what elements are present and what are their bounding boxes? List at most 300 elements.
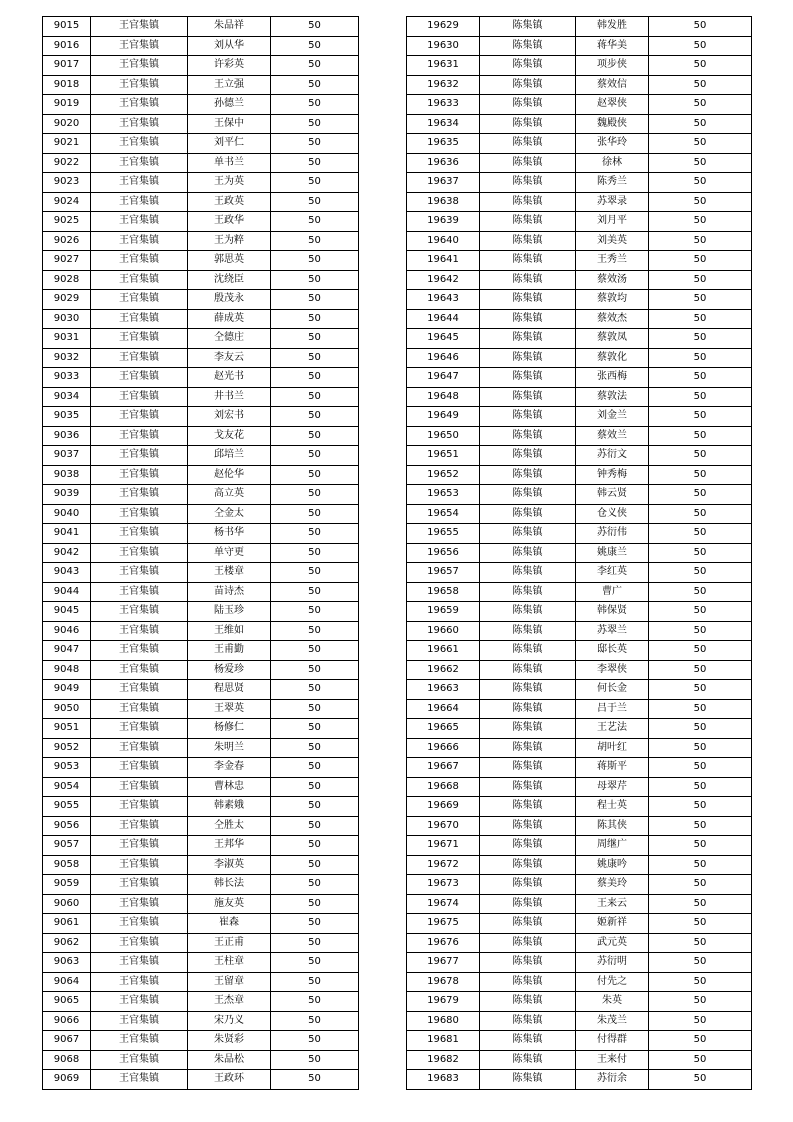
table-row [43,231,359,251]
name-cell: 蔡敦法 [576,387,649,407]
amount-cell: 50 [271,426,359,446]
town-cell: 陈集镇 [480,816,576,836]
amount-cell: 50 [649,329,752,349]
name-cell: 苏衍余 [576,1070,649,1090]
serial-number-cell: 9067 [43,1031,91,1051]
amount-cell: 50 [649,95,752,115]
serial-number-cell: 9062 [43,933,91,953]
amount-cell: 50 [649,153,752,173]
table-row [43,75,359,95]
name-cell: 仓义侠 [576,504,649,524]
town-cell: 陈集镇 [480,524,576,544]
name-cell: 钟秀梅 [576,465,649,485]
table-row [43,348,359,368]
serial-number-cell: 19657 [407,563,480,583]
serial-number-cell: 19663 [407,680,480,700]
table-row [43,777,359,797]
amount-cell: 50 [271,114,359,134]
table-row [407,582,752,602]
table-row [43,836,359,856]
name-cell: 许彩英 [188,56,271,76]
table-row [407,446,752,466]
serial-number-cell: 9046 [43,621,91,641]
table-row [43,329,359,349]
table-row [43,153,359,173]
name-cell: 王楼章 [188,563,271,583]
amount-cell: 50 [271,134,359,154]
table-row [43,972,359,992]
name-cell: 王杰章 [188,992,271,1012]
roster-table-left-body [43,17,359,1090]
name-cell: 母翠芹 [576,777,649,797]
town-cell: 王官集镇 [91,504,188,524]
table-row [407,855,752,875]
amount-cell: 50 [649,348,752,368]
serial-number-cell: 19660 [407,621,480,641]
amount-cell: 50 [649,738,752,758]
town-cell: 王官集镇 [91,992,188,1012]
serial-number-cell: 9015 [43,17,91,37]
table-row [407,836,752,856]
town-cell: 王官集镇 [91,387,188,407]
town-cell: 王官集镇 [91,134,188,154]
town-cell: 王官集镇 [91,543,188,563]
serial-number-cell: 9037 [43,446,91,466]
name-cell: 周继广 [576,836,649,856]
table-row [43,446,359,466]
serial-number-cell: 9050 [43,699,91,719]
serial-number-cell: 9036 [43,426,91,446]
serial-number-cell: 19649 [407,407,480,427]
name-cell: 吕于兰 [576,699,649,719]
table-row [407,894,752,914]
town-cell: 陈集镇 [480,972,576,992]
serial-number-cell: 19648 [407,387,480,407]
town-cell: 王官集镇 [91,738,188,758]
name-cell: 王政英 [188,192,271,212]
serial-number-cell: 19652 [407,465,480,485]
serial-number-cell: 9016 [43,36,91,56]
name-cell: 刘平仁 [188,134,271,154]
serial-number-cell: 19640 [407,231,480,251]
serial-number-cell: 19650 [407,426,480,446]
amount-cell: 50 [271,17,359,37]
name-cell: 项步侠 [576,56,649,76]
serial-number-cell: 9047 [43,641,91,661]
serial-number-cell: 9030 [43,309,91,329]
amount-cell: 50 [271,348,359,368]
serial-number-cell: 19661 [407,641,480,661]
town-cell: 王官集镇 [91,758,188,778]
name-cell: 付得群 [576,1031,649,1051]
name-cell: 仝金太 [188,504,271,524]
town-cell: 王官集镇 [91,231,188,251]
town-cell: 陈集镇 [480,134,576,154]
name-cell: 赵光书 [188,368,271,388]
town-cell: 王官集镇 [91,153,188,173]
serial-number-cell: 9045 [43,602,91,622]
town-cell: 陈集镇 [480,485,576,505]
town-cell: 陈集镇 [480,368,576,388]
table-row [43,914,359,934]
town-cell: 陈集镇 [480,1070,576,1090]
table-row [407,992,752,1012]
serial-number-cell: 9033 [43,368,91,388]
town-cell: 陈集镇 [480,758,576,778]
serial-number-cell: 19642 [407,270,480,290]
serial-number-cell: 9043 [43,563,91,583]
serial-number-cell: 9028 [43,270,91,290]
town-cell: 陈集镇 [480,95,576,115]
table-row [407,972,752,992]
table-row [407,738,752,758]
table-row [407,543,752,563]
amount-cell: 50 [649,1050,752,1070]
town-cell: 陈集镇 [480,446,576,466]
table-row [407,621,752,641]
amount-cell: 50 [649,641,752,661]
name-cell: 苏翠录 [576,192,649,212]
serial-number-cell: 19664 [407,699,480,719]
table-row [407,1011,752,1031]
serial-number-cell: 19631 [407,56,480,76]
serial-number-cell: 9058 [43,855,91,875]
town-cell: 陈集镇 [480,894,576,914]
table-row [43,465,359,485]
serial-number-cell: 19644 [407,309,480,329]
town-cell: 陈集镇 [480,602,576,622]
serial-number-cell: 19679 [407,992,480,1012]
serial-number-cell: 9068 [43,1050,91,1070]
name-cell: 仝德庄 [188,329,271,349]
serial-number-cell: 19643 [407,290,480,310]
table-row [43,680,359,700]
town-cell: 王官集镇 [91,17,188,37]
town-cell: 陈集镇 [480,563,576,583]
table-row [43,543,359,563]
name-cell: 蔡效杰 [576,309,649,329]
table-row [43,875,359,895]
town-cell: 陈集镇 [480,348,576,368]
name-cell: 王立强 [188,75,271,95]
name-cell: 王为英 [188,173,271,193]
name-cell: 刘月平 [576,212,649,232]
town-cell: 陈集镇 [480,173,576,193]
town-cell: 王官集镇 [91,680,188,700]
serial-number-cell: 9020 [43,114,91,134]
table-row [43,602,359,622]
table-row [43,894,359,914]
name-cell: 邱培兰 [188,446,271,466]
name-cell: 陈其侠 [576,816,649,836]
town-cell: 陈集镇 [480,660,576,680]
table-row [407,407,752,427]
amount-cell: 50 [271,699,359,719]
name-cell: 王柱章 [188,953,271,973]
table-row [43,816,359,836]
amount-cell: 50 [271,368,359,388]
serial-number-cell: 9054 [43,777,91,797]
town-cell: 王官集镇 [91,36,188,56]
amount-cell: 50 [271,719,359,739]
town-cell: 王官集镇 [91,816,188,836]
name-cell: 郭思英 [188,251,271,271]
amount-cell: 50 [649,504,752,524]
town-cell: 陈集镇 [480,933,576,953]
table-row [407,290,752,310]
town-cell: 陈集镇 [480,641,576,661]
serial-number-cell: 19629 [407,17,480,37]
town-cell: 王官集镇 [91,621,188,641]
amount-cell: 50 [271,212,359,232]
amount-cell: 50 [649,56,752,76]
amount-cell: 50 [649,914,752,934]
town-cell: 陈集镇 [480,719,576,739]
table-row [43,368,359,388]
table-row [407,309,752,329]
serial-number-cell: 9034 [43,387,91,407]
town-cell: 陈集镇 [480,114,576,134]
town-cell: 王官集镇 [91,972,188,992]
table-row [407,212,752,232]
table-row [407,933,752,953]
name-cell: 王来付 [576,1050,649,1070]
name-cell: 刘金兰 [576,407,649,427]
name-cell: 曹广 [576,582,649,602]
table-row [407,348,752,368]
table-row [43,992,359,1012]
town-cell: 王官集镇 [91,95,188,115]
town-cell: 王官集镇 [91,563,188,583]
name-cell: 姚康兰 [576,543,649,563]
serial-number-cell: 9023 [43,173,91,193]
serial-number-cell: 9064 [43,972,91,992]
table-row [43,485,359,505]
town-cell: 王官集镇 [91,329,188,349]
amount-cell: 50 [649,992,752,1012]
table-row [407,36,752,56]
amount-cell: 50 [271,992,359,1012]
amount-cell: 50 [649,777,752,797]
serial-number-cell: 9024 [43,192,91,212]
name-cell: 宋乃义 [188,1011,271,1031]
name-cell: 刘从华 [188,36,271,56]
table-row [407,134,752,154]
amount-cell: 50 [271,465,359,485]
serial-number-cell: 9041 [43,524,91,544]
name-cell: 仝胜太 [188,816,271,836]
name-cell: 蔡敦均 [576,290,649,310]
serial-number-cell: 19673 [407,875,480,895]
town-cell: 陈集镇 [480,855,576,875]
table-row [407,56,752,76]
town-cell: 陈集镇 [480,426,576,446]
amount-cell: 50 [271,270,359,290]
serial-number-cell: 19653 [407,485,480,505]
table-row [407,231,752,251]
name-cell: 蔡美玲 [576,875,649,895]
name-cell: 蔡敦化 [576,348,649,368]
table-row [43,251,359,271]
town-cell: 陈集镇 [480,738,576,758]
name-cell: 孙德兰 [188,95,271,115]
amount-cell: 50 [649,582,752,602]
name-cell: 朱贤彩 [188,1031,271,1051]
name-cell: 单书兰 [188,153,271,173]
name-cell: 单守更 [188,543,271,563]
table-row [43,309,359,329]
name-cell: 施友英 [188,894,271,914]
town-cell: 王官集镇 [91,173,188,193]
town-cell: 王官集镇 [91,524,188,544]
table-row [407,465,752,485]
table-row [43,1050,359,1070]
town-cell: 王官集镇 [91,699,188,719]
serial-number-cell: 19659 [407,602,480,622]
serial-number-cell: 9060 [43,894,91,914]
amount-cell: 50 [271,602,359,622]
name-cell: 王政华 [188,212,271,232]
amount-cell: 50 [271,953,359,973]
table-row [407,680,752,700]
amount-cell: 50 [649,680,752,700]
table-row [407,797,752,817]
amount-cell: 50 [649,426,752,446]
table-row [43,660,359,680]
amount-cell: 50 [649,309,752,329]
serial-number-cell: 9057 [43,836,91,856]
amount-cell: 50 [271,192,359,212]
serial-number-cell: 9063 [43,953,91,973]
serial-number-cell: 9048 [43,660,91,680]
town-cell: 陈集镇 [480,309,576,329]
town-cell: 陈集镇 [480,953,576,973]
amount-cell: 50 [649,660,752,680]
name-cell: 王为粹 [188,231,271,251]
town-cell: 陈集镇 [480,777,576,797]
amount-cell: 50 [271,485,359,505]
roster-table-left [42,16,359,1090]
amount-cell: 50 [271,153,359,173]
name-cell: 姬新祥 [576,914,649,934]
name-cell: 王秀兰 [576,251,649,271]
serial-number-cell: 19632 [407,75,480,95]
town-cell: 陈集镇 [480,212,576,232]
town-cell: 陈集镇 [480,1011,576,1031]
name-cell: 朱品祥 [188,17,271,37]
serial-number-cell: 19637 [407,173,480,193]
name-cell: 韩云贤 [576,485,649,505]
town-cell: 陈集镇 [480,192,576,212]
table-row [43,855,359,875]
amount-cell: 50 [271,36,359,56]
serial-number-cell: 19682 [407,1050,480,1070]
table-row [407,173,752,193]
serial-number-cell: 19681 [407,1031,480,1051]
name-cell: 苏衍伟 [576,524,649,544]
serial-number-cell: 19676 [407,933,480,953]
table-row [407,153,752,173]
name-cell: 韩保贤 [576,602,649,622]
name-cell: 王政环 [188,1070,271,1090]
name-cell: 赵伦华 [188,465,271,485]
table-row [43,641,359,661]
table-row [43,758,359,778]
name-cell: 王保中 [188,114,271,134]
town-cell: 王官集镇 [91,1031,188,1051]
town-cell: 王官集镇 [91,446,188,466]
amount-cell: 50 [649,933,752,953]
table-row [407,17,752,37]
name-cell: 李淑英 [188,855,271,875]
amount-cell: 50 [271,777,359,797]
table-row [43,17,359,37]
serial-number-cell: 19656 [407,543,480,563]
amount-cell: 50 [649,270,752,290]
serial-number-cell: 9032 [43,348,91,368]
town-cell: 陈集镇 [480,270,576,290]
amount-cell: 50 [649,953,752,973]
name-cell: 蔡效兰 [576,426,649,446]
table-row [407,719,752,739]
amount-cell: 50 [271,894,359,914]
table-row [407,777,752,797]
town-cell: 王官集镇 [91,1050,188,1070]
name-cell: 蔡敦凤 [576,329,649,349]
table-row [43,797,359,817]
amount-cell: 50 [649,816,752,836]
amount-cell: 50 [271,797,359,817]
amount-cell: 50 [271,504,359,524]
amount-cell: 50 [649,719,752,739]
town-cell: 王官集镇 [91,1011,188,1031]
name-cell: 魏殿侠 [576,114,649,134]
name-cell: 赵翠侠 [576,95,649,115]
table-row [407,114,752,134]
table-row [407,387,752,407]
serial-number-cell: 19630 [407,36,480,56]
amount-cell: 50 [271,524,359,544]
table-row [43,192,359,212]
serial-number-cell: 19669 [407,797,480,817]
serial-number-cell: 19646 [407,348,480,368]
amount-cell: 50 [271,563,359,583]
town-cell: 王官集镇 [91,485,188,505]
town-cell: 王官集镇 [91,953,188,973]
name-cell: 蔡效信 [576,75,649,95]
amount-cell: 50 [271,1031,359,1051]
serial-number-cell: 19655 [407,524,480,544]
table-row [407,1070,752,1090]
serial-number-cell: 19683 [407,1070,480,1090]
amount-cell: 50 [271,95,359,115]
serial-number-cell: 19665 [407,719,480,739]
amount-cell: 50 [271,407,359,427]
town-cell: 陈集镇 [480,17,576,37]
town-cell: 陈集镇 [480,504,576,524]
table-row [407,192,752,212]
serial-number-cell: 9040 [43,504,91,524]
town-cell: 王官集镇 [91,875,188,895]
town-cell: 王官集镇 [91,933,188,953]
name-cell: 李友云 [188,348,271,368]
table-row [407,368,752,388]
town-cell: 陈集镇 [480,36,576,56]
table-row [407,758,752,778]
amount-cell: 50 [649,972,752,992]
name-cell: 王正甫 [188,933,271,953]
serial-number-cell: 19680 [407,1011,480,1031]
